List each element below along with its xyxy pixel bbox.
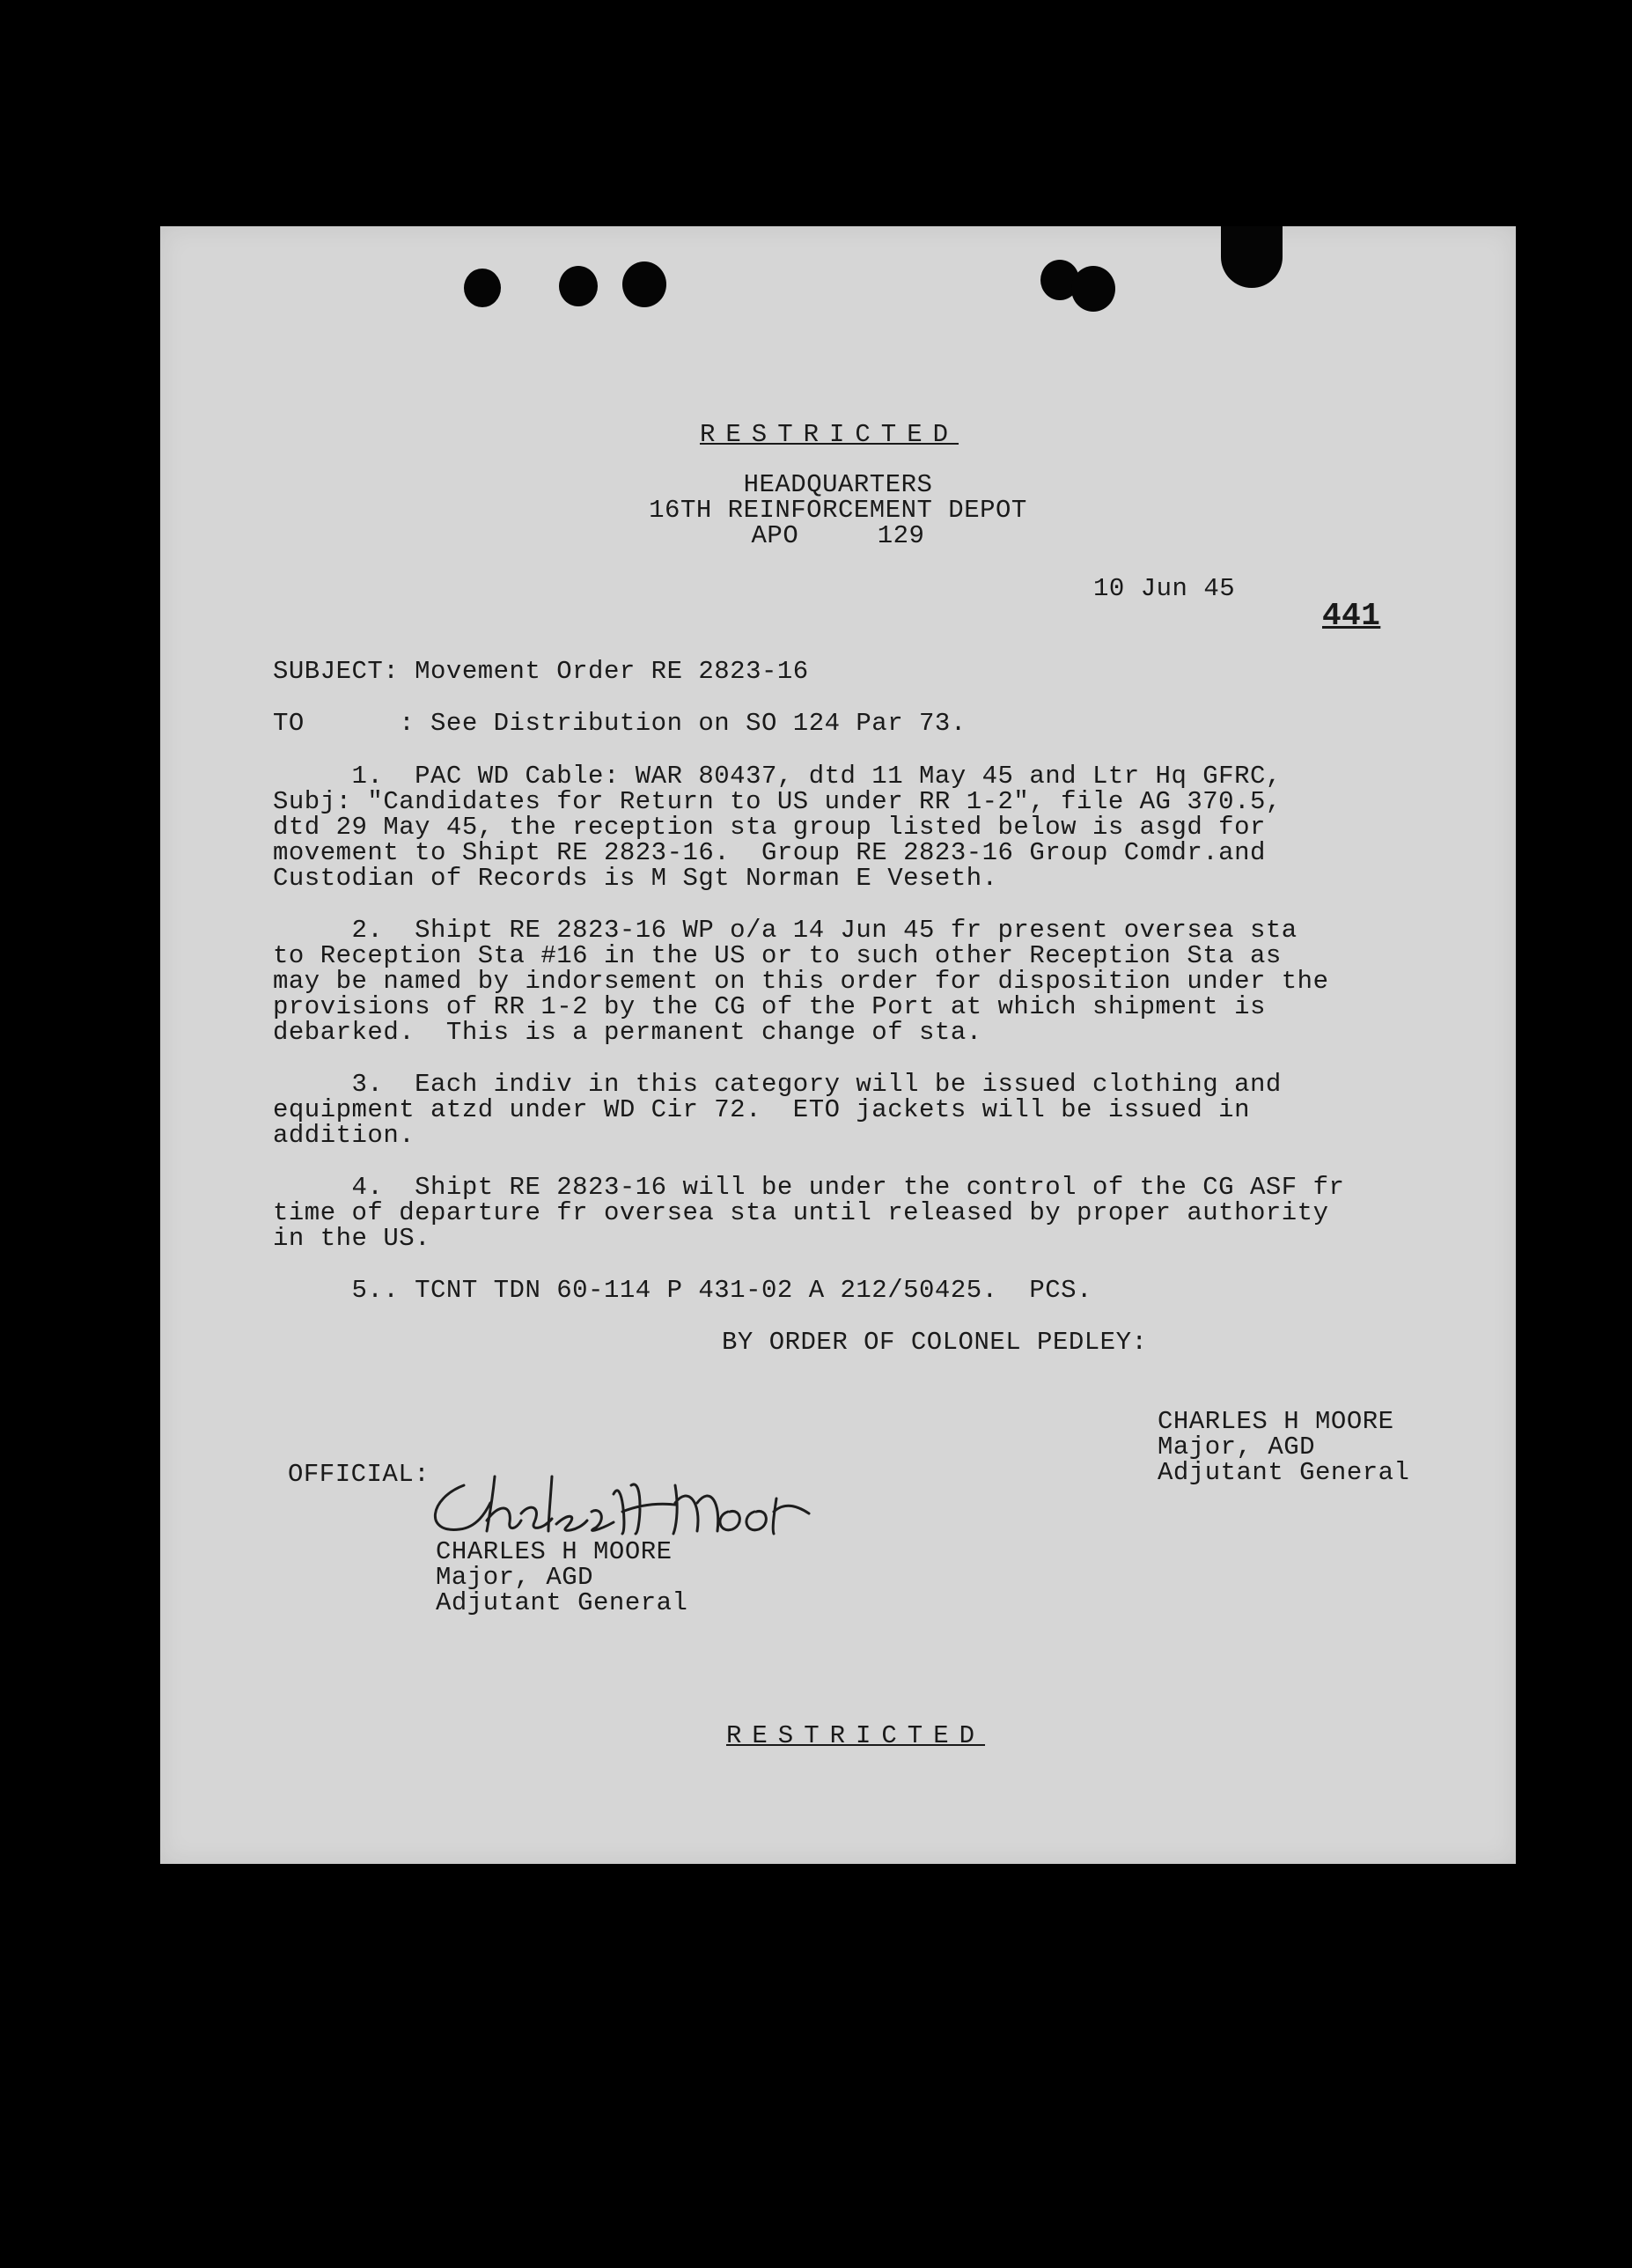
- punch-hole: [1221, 226, 1283, 288]
- classification-top: RESTRICTED: [699, 420, 959, 449]
- official-name: CHARLES H MOORE: [436, 1537, 673, 1566]
- punch-hole: [622, 261, 666, 307]
- org-line-1: HEADQUARTERS: [743, 470, 933, 499]
- paragraph-1-line: Custodian of Records is M Sgt Norman E Veseth.: [273, 864, 998, 893]
- paragraph-1-line: movement to Shipt RE 2823-16. Group RE 2823-16 Group Comdr.and: [273, 838, 1266, 867]
- handwritten-signature: [411, 1450, 834, 1547]
- page-number: 441: [1322, 598, 1381, 634]
- document-date: 10 Jun 45: [1093, 574, 1236, 603]
- paragraph-3-line: equipment atzd under WD Cir 72. ETO jackets will be issued in: [273, 1095, 1250, 1124]
- document-page: [160, 226, 1516, 1864]
- paragraph-3-line: addition.: [273, 1121, 415, 1150]
- subject-line: SUBJECT: Movement Order RE 2823-16: [273, 657, 809, 686]
- paragraph-4-line: in the US.: [273, 1224, 431, 1253]
- punch-hole: [559, 266, 598, 306]
- paragraph-2-line: to Reception Sta #16 in the US or to such other Reception Sta as: [273, 941, 1282, 970]
- signature-right-title: Adjutant General: [1158, 1458, 1410, 1487]
- to-line: TO : See Distribution on SO 124 Par 73.: [273, 709, 967, 738]
- punch-hole: [1071, 266, 1115, 312]
- paragraph-4-line: time of departure fr oversea sta until released by proper authority: [273, 1198, 1329, 1227]
- punch-hole: [464, 269, 501, 307]
- paragraph-3-line: 3. Each indiv in this category will be issued clothing and: [273, 1070, 1282, 1099]
- by-order-line: BY ORDER OF COLONEL PEDLEY:: [722, 1328, 1148, 1357]
- official-title: Adjutant General: [436, 1588, 688, 1617]
- paragraph-2-line: may be named by indorsement on this order for disposition under the: [273, 967, 1329, 996]
- paragraph-2-line: provisions of RR 1-2 by the CG of the Port at which shipment is: [273, 992, 1266, 1021]
- paragraph-1-line: 1. PAC WD Cable: WAR 80437, dtd 11 May 45 and Ltr Hq GFRC,: [273, 762, 1282, 791]
- paragraph-4-line: 4. Shipt RE 2823-16 will be under the control of the CG ASF fr: [273, 1173, 1345, 1202]
- paragraph-5: 5.. TCNT TDN 60-114 P 431-02 A 212/50425. PCS.: [273, 1276, 1092, 1305]
- paragraph-1-line: dtd 29 May 45, the reception sta group listed below is asgd for: [273, 813, 1266, 842]
- signature-right-rank: Major, AGD: [1158, 1432, 1316, 1462]
- paragraph-1-line: Subj: "Candidates for Return to US under RR 1-2", file AG 370.5,: [273, 787, 1282, 816]
- official-label: OFFICIAL:: [288, 1460, 430, 1489]
- classification-bottom: RESTRICTED: [725, 1721, 986, 1750]
- signature-right-name: CHARLES H MOORE: [1158, 1407, 1394, 1436]
- org-line-2: 16TH REINFORCEMENT DEPOT: [649, 496, 1027, 525]
- paragraph-2-line: 2. Shipt RE 2823-16 WP o/a 14 Jun 45 fr present oversea sta: [273, 916, 1298, 945]
- official-rank: Major, AGD: [436, 1563, 594, 1592]
- org-line-3: APO 129: [751, 521, 925, 550]
- paragraph-2-line: debarked. This is a permanent change of sta.: [273, 1018, 982, 1047]
